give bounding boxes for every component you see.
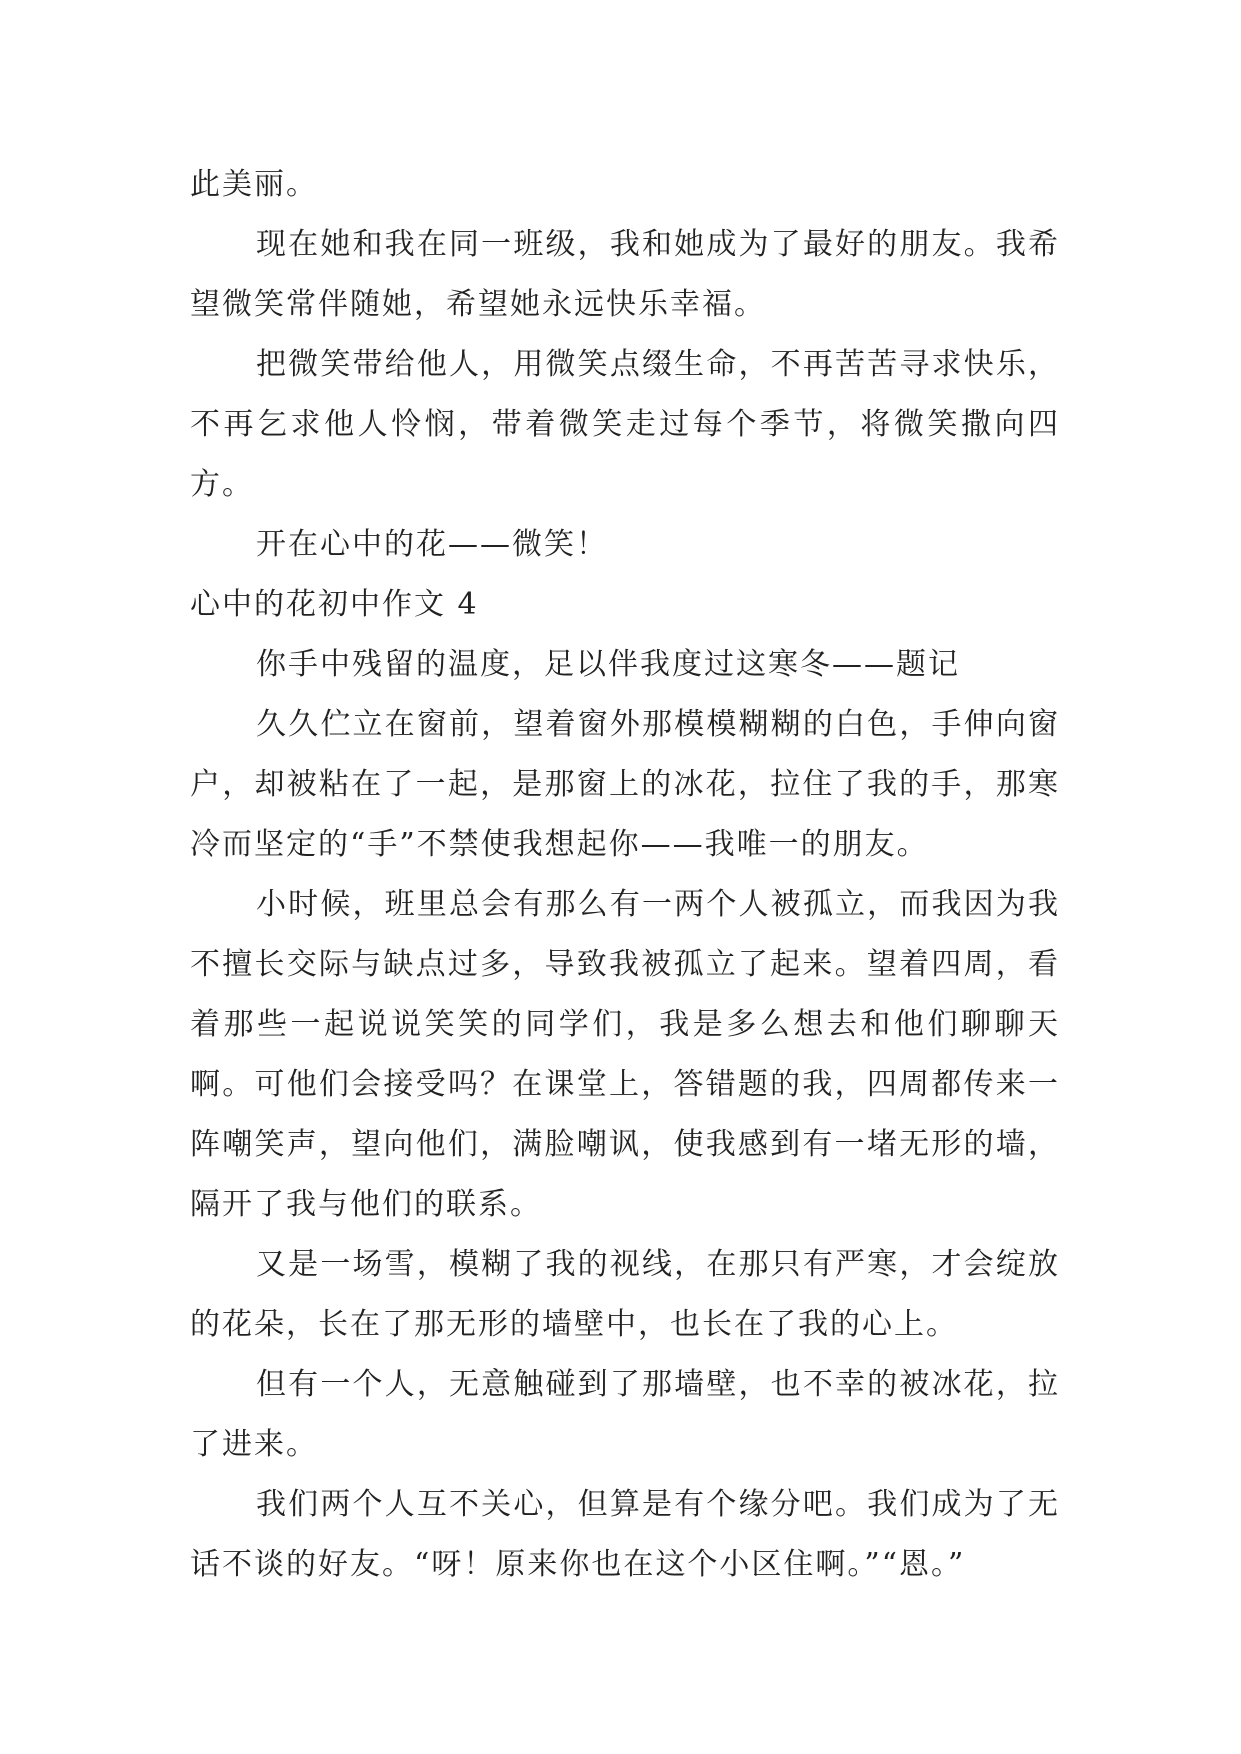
- paragraph-someone: 但有一个人，无意触碰到了那墙壁，也不幸的被冰花，拉了进来。: [190, 1367, 1060, 1462]
- document-body: [190, 155, 1060, 1595]
- paragraph-closing-line: 开在心中的花——微笑！: [256, 527, 608, 562]
- paragraph-continuation: 此美丽。: [190, 167, 318, 202]
- paragraph-smile-others: 把微笑带给他人，用微笑点缀生命，不再苦苦寻求快乐，不再乞求他人怜悯，带着微笑走过每个季节，将微笑撒向四方。: [190, 347, 1060, 502]
- paragraph-window: 久久伫立在窗前，望着窗外那模模糊糊的白色，手伸向窗户，却被粘在了一起，是那窗上的冰花，拉住了我的手，那寒冷而坚定的“手”不禁使我想起你——我唯一的朋友。: [190, 707, 1060, 862]
- paragraph-friendship: 现在她和我在同一班级，我和她成为了最好的朋友。我希望微笑常伴随她，希望她永远快乐幸福。: [190, 227, 1060, 322]
- section-heading: 心中的花初中作文 4: [190, 587, 479, 622]
- paragraph-childhood: 小时候，班里总会有那么有一两个人被孤立，而我因为我不擅长交际与缺点过多，导致我被孤立了起来。望着四周，看着那些一起说说笑笑的同学们，我是多么想去和他们聊聊天啊。可他们会接受吗？在课堂上，答错题的我，四周都传来一阵嘲笑声，望向他们，满脸嘲讽，使我感到有一堵无形的墙，隔开了我与他们的联系。: [190, 887, 1060, 1222]
- paragraph-epigraph: 你手中残留的温度，足以伴我度过这寒冬——题记: [256, 647, 960, 682]
- paragraph-snow: 又是一场雪，模糊了我的视线，在那只有严寒，才会绽放的花朵，长在了那无形的墙壁中，也长在了我的心上。: [190, 1247, 1060, 1342]
- paragraph-friends: 我们两个人互不关心，但算是有个缘分吧。我们成为了无话不谈的好友。“呀！原来你也在这个小区住啊。”“恩。”: [190, 1487, 1060, 1582]
